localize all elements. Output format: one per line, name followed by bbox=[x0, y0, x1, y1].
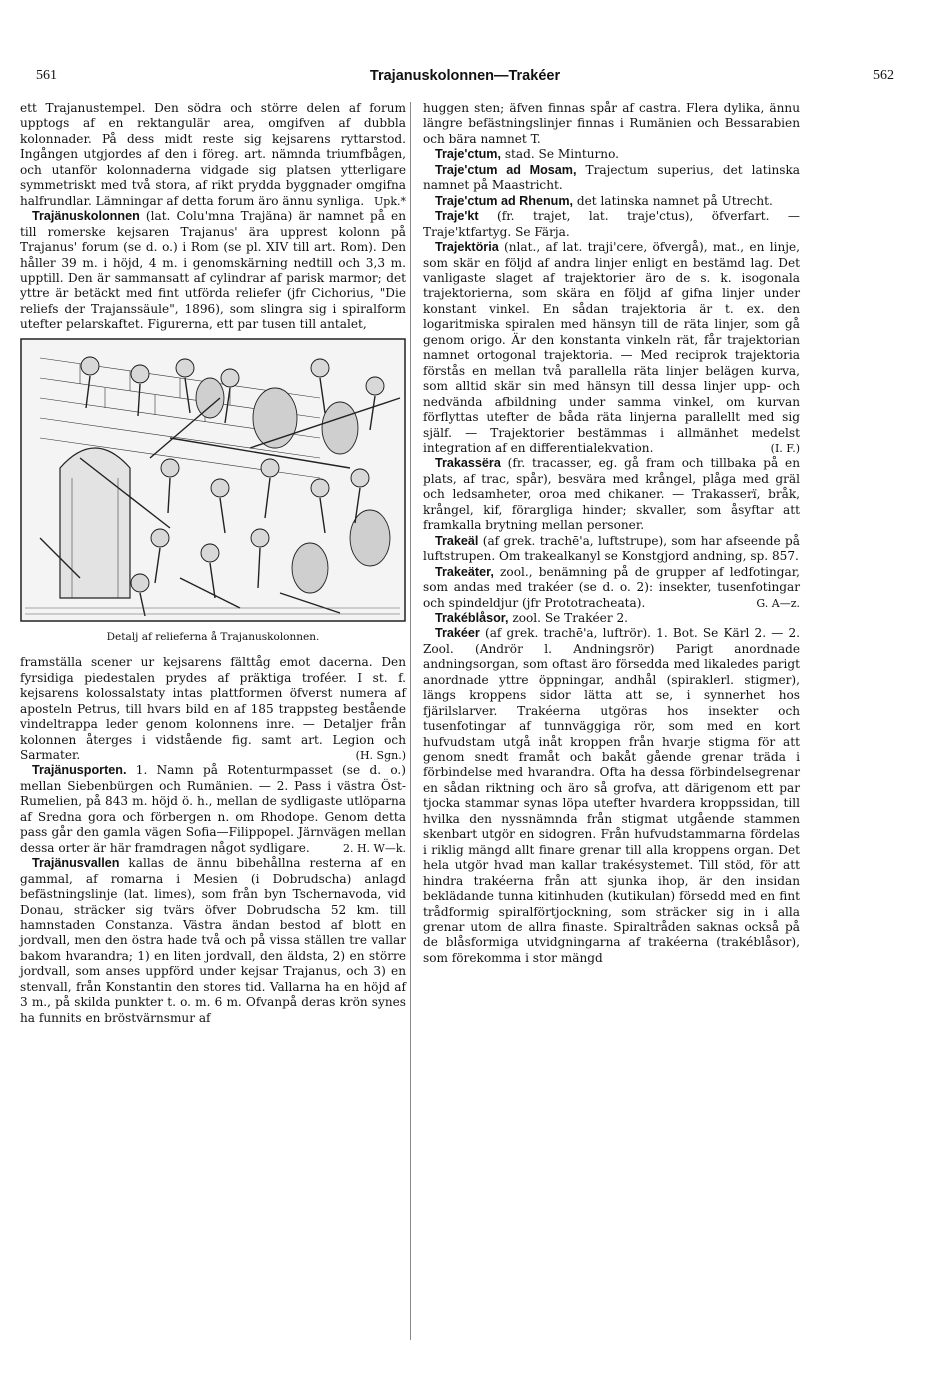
entry-trakeal bbox=[423, 534, 800, 565]
entry-trajectum-ad-mosam bbox=[423, 163, 800, 194]
entry-text: (af grek. trachē'a, luftrör). 1. Bot. Se Kärl 2. — 2. Zool. (Andrör l. Andningsrör) Parigt anordnade andningsorgan, som oftast äro försedda med likaledes parigt anordnade yttre öppningar, andhål (spiraklerl. stigmer), längs kroppens sidor lätta att se, i synnerhet hos fjärilslarver. Trakéerna utgöras hos insekter och tusenfotingar af tunnväggiga rör, som med en kort hufvudstam utgå inåt kroppen från hvarje stigma för att genom snedt framåt och bakåt gående grenar träda i förbindelse med hvarandra. Ofta ha dessa förbindelsegrenar en sådan riktning och äro så grofva, att därigenom ett par tjocka stammar synas löpa utefter hvardera kroppssidan, till hvilka den nyssnämnda från stigmat utgående stammen skenbart utgör en sidogren. Från hufvudstammarna fördelas i riklig mängd allt finare grenar till alla kroppens organ. Det hela utgör hvad man kallar trakésystemet. Till stöd, för att hindra trakéerna från att sjunka ihop, är den insidan beklädande tunna kitinhuden (kutikulan) försedd med en fint trådformig spiralförtjockning, som sträcker sig in i alla grenar utom de allra finaste. Spiraltråden saknas också på de blåsformiga utvidgningarna af trakéerna (trakéblåsor), som förekomma i stor mängd bbox=[423, 626, 800, 965]
page-header bbox=[36, 68, 894, 90]
entry-text: Trajectum superius, det latinska namnet på Maastricht. bbox=[423, 162, 800, 193]
entry-headword: Traje'ctum ad Rhenum, bbox=[435, 193, 574, 208]
author-signature: G. A—z. bbox=[756, 596, 800, 610]
entry-trakeater bbox=[423, 565, 800, 611]
entry-trakeer bbox=[423, 626, 800, 966]
entry-text: 1. Namn på Rotenturmpasset (se d. o.) mellan Siebenbürgen och Rumänien. — 2. Pass i västra Öst-Rumelien, på 843 m. höjd ö. h., mellan de sydligaste utlöparna af Sredna gora och förbergen n. om Rhodope. Genom detta pass går den gamla vägen Sofia—Filippopel. Järnvägen mellan dessa orter är här framdragen något sydligare. bbox=[20, 763, 406, 855]
figure-caption: Detalj af relieferna å Trajanuskolonnen. bbox=[106, 630, 320, 643]
entry-trajanusporten bbox=[20, 763, 406, 856]
paragraph-text: huggen sten; äfven finnas spår af castra. Flera dylika, ännu längre befästningslinjer finnas i Rumänien och Bessarabien och bära namnet T. bbox=[423, 101, 800, 146]
entry-trakeblasor bbox=[423, 611, 800, 626]
entry-trajanusvallen bbox=[20, 856, 406, 1026]
entry-text: (nlat., af lat. traji'cere, öfvergå), mat., en linje, som skär en följd af andra linjer enligt en bestämd lag. Det vanligaste slaget af trajektorier äro de s. k. isogonala trajektorierna, som skära en följd af gifna linjer under konstant vinkel. En sådan trajektoria är t. ex. den logaritmiska spiralen med hänsyn till de räta linjer, som gå genom origo. Är den konstanta vinkeln rät, får trajektorian namnet ortogonal trajektoria. — Med reciprok trajektoria förstås en mellan två parallella räta linjer belägen kurva, som alltid skär sin med hänsyn till dessa linjer upp- och nedvända afbildning under samma vinkel, om kurvan förflyttas utefter de båda räta linjerna parallellt med sig själf. — Trajektorier bestämmas i allmänhet medelst integration af en differentialekvation. bbox=[423, 240, 800, 455]
left-column bbox=[20, 101, 406, 1026]
entry-trajanuskolonnen bbox=[20, 209, 406, 333]
entry-headword: Trajänusvallen bbox=[32, 856, 120, 871]
continued-paragraph bbox=[20, 101, 406, 209]
author-signature: Upk.* bbox=[374, 194, 406, 208]
relief-illustration bbox=[20, 338, 406, 645]
entry-trajectum bbox=[423, 147, 800, 162]
running-title: Trajanuskolonnen—Trakéer bbox=[369, 68, 561, 84]
paragraph-text: framställa scener ur kejsarens fälttåg emot dacerna. Den fyrsidiga piedestalen prydes af präktiga troféer. I st. f. kejsarens kolossalstaty intas plattformen öfverst numera af aposteln Petrus, till hvars bild en af 185 trappsteg bestående vindeltrappa leder genom kolonnens inre. — Detaljer från kolonnen återges i vidstående fig. samt art. Legion och Sarmater. bbox=[20, 655, 406, 762]
entry-headword: Traje'ctum, bbox=[435, 147, 501, 162]
entry-trakassera bbox=[423, 456, 800, 533]
entry-headword: Trakeäter, bbox=[435, 564, 494, 579]
entry-headword: Trajektöria bbox=[435, 240, 499, 255]
entry-headword: Trakeäl bbox=[435, 533, 479, 548]
column-divider bbox=[410, 102, 411, 1340]
entry-text: det latinska namnet på Utrecht. bbox=[573, 193, 773, 208]
entry-text: kallas de ännu bibehållna resterna af en gammal, af romarna i Mesien (i Dobrudscha) anlagd befästningslinje (lat. limes), som från byn Tschernavoda, vid Donau, sträcker sig tvärs öfver Dobrudscha 52 km. till hamnstaden Constanza. Västra ändan bestod af blott en jordvall, men den östra hade två och på vissa ställen tre vallar bakom hvarandra; 1) en liten jordvall, den äldsta, 2) en större jordvall, som anses uppförd under kejsar Trajanus, och 3) en stenvall, från Konstantin den stores tid. Vallarna ha en höjd af 3 m., på skilda punkter t. o. m. 6 m. Ofvanpå deras krön synes ha funnits en bröstvärnsmur af bbox=[20, 856, 406, 1025]
entry-text: (lat. Colu'mna Trajäna) är namnet på en till romerske kejsaren Trajanus' ära upprest kolonn på Trajanus' forum (se d. o.) i Rom (se pl. XIV till art. Rom). Den håller 39 m. i höjd, 4 m. i genomskärning nedtill och 3,3 m. upptill. Den är sammansatt af cylindrar af parisk marmor; det yttre är betäckt med fint utförda reliefer (jfr Cichorius, "Die reliefs der Trajanssäule", 1896), som slingra sig i spiralform utefter pelarskaftet. Figurerna, ett par tusen till antalet, bbox=[20, 209, 406, 332]
entry-text: (fr. tracasser, eg. gå fram och tillbaka på en plats, af trac, spår), besvära med krångel, plåga med gräl och ledsamheter, oroa med chikaner. — Trakasserï, bråk, krångel, kif, förargliga hinder; skvaller, som åsyftar att framkalla brytning mellan personer. bbox=[423, 456, 800, 533]
author-signature: 2. H. W—k. bbox=[342, 841, 406, 855]
entry-headword: Trajänuskolonnen bbox=[32, 209, 140, 224]
author-signature: (I. F.) bbox=[770, 441, 800, 455]
continued-paragraph bbox=[423, 101, 800, 147]
relief-engraving bbox=[20, 338, 406, 622]
paragraph-text: ett Trajanustempel. Den södra och större delen af forum upptogs af en rektangulär area, omgifven af dubbla kolonnader. På dess midt reste sig kejsarens ryttarstod. Ingången utgjordes af den i föreg. art. nämnda triumfbågen, och utanför kolonnaderna vidgade sig platsen ytterligare symmetriskt med två stora, af rikt prydda byggnader omgifna halfrundlar. Lämningar af detta forum äro ännu synliga. bbox=[20, 101, 406, 208]
page-number-right: 562 bbox=[873, 68, 894, 83]
right-column bbox=[423, 101, 800, 966]
page-number-left: 561 bbox=[36, 68, 57, 83]
entry-headword: Trakassëra bbox=[435, 456, 501, 471]
continued-paragraph bbox=[20, 655, 406, 763]
entry-text: stad. Se Minturno. bbox=[501, 147, 620, 162]
entry-text: zool. Se Trakéer 2. bbox=[508, 610, 629, 625]
entry-headword: Trajänusporten. bbox=[32, 763, 127, 778]
entry-trajectum-ad-rhenum bbox=[423, 194, 800, 209]
entry-trajektoria bbox=[423, 240, 800, 456]
entry-headword: Trakéblåsor, bbox=[435, 610, 509, 625]
entry-text: (fr. trajet, lat. traje'ctus), öfverfart. — Traje'ktfartyg. Se Färja. bbox=[423, 209, 800, 239]
entry-text: (af grek. trachē'a, luftstrupe), som har afseende på luftstrupen. Om trakealkanyl se Konstgjord andning, sp. 857. bbox=[423, 533, 800, 564]
entry-headword: Traje'kt bbox=[435, 209, 479, 224]
entry-headword: Traje'ctum ad Mosam, bbox=[435, 162, 577, 177]
author-signature: (H. Sgn.) bbox=[355, 748, 406, 762]
entry-trajekt bbox=[423, 209, 800, 240]
entry-text: zool., benämning på de grupper af ledfotingar, som andas med trakéer (se d. o. 2): insekter, tusenfotingar och spindeldjur (jfr Prototracheata). bbox=[423, 564, 800, 610]
entry-headword: Trakéer bbox=[435, 626, 480, 641]
